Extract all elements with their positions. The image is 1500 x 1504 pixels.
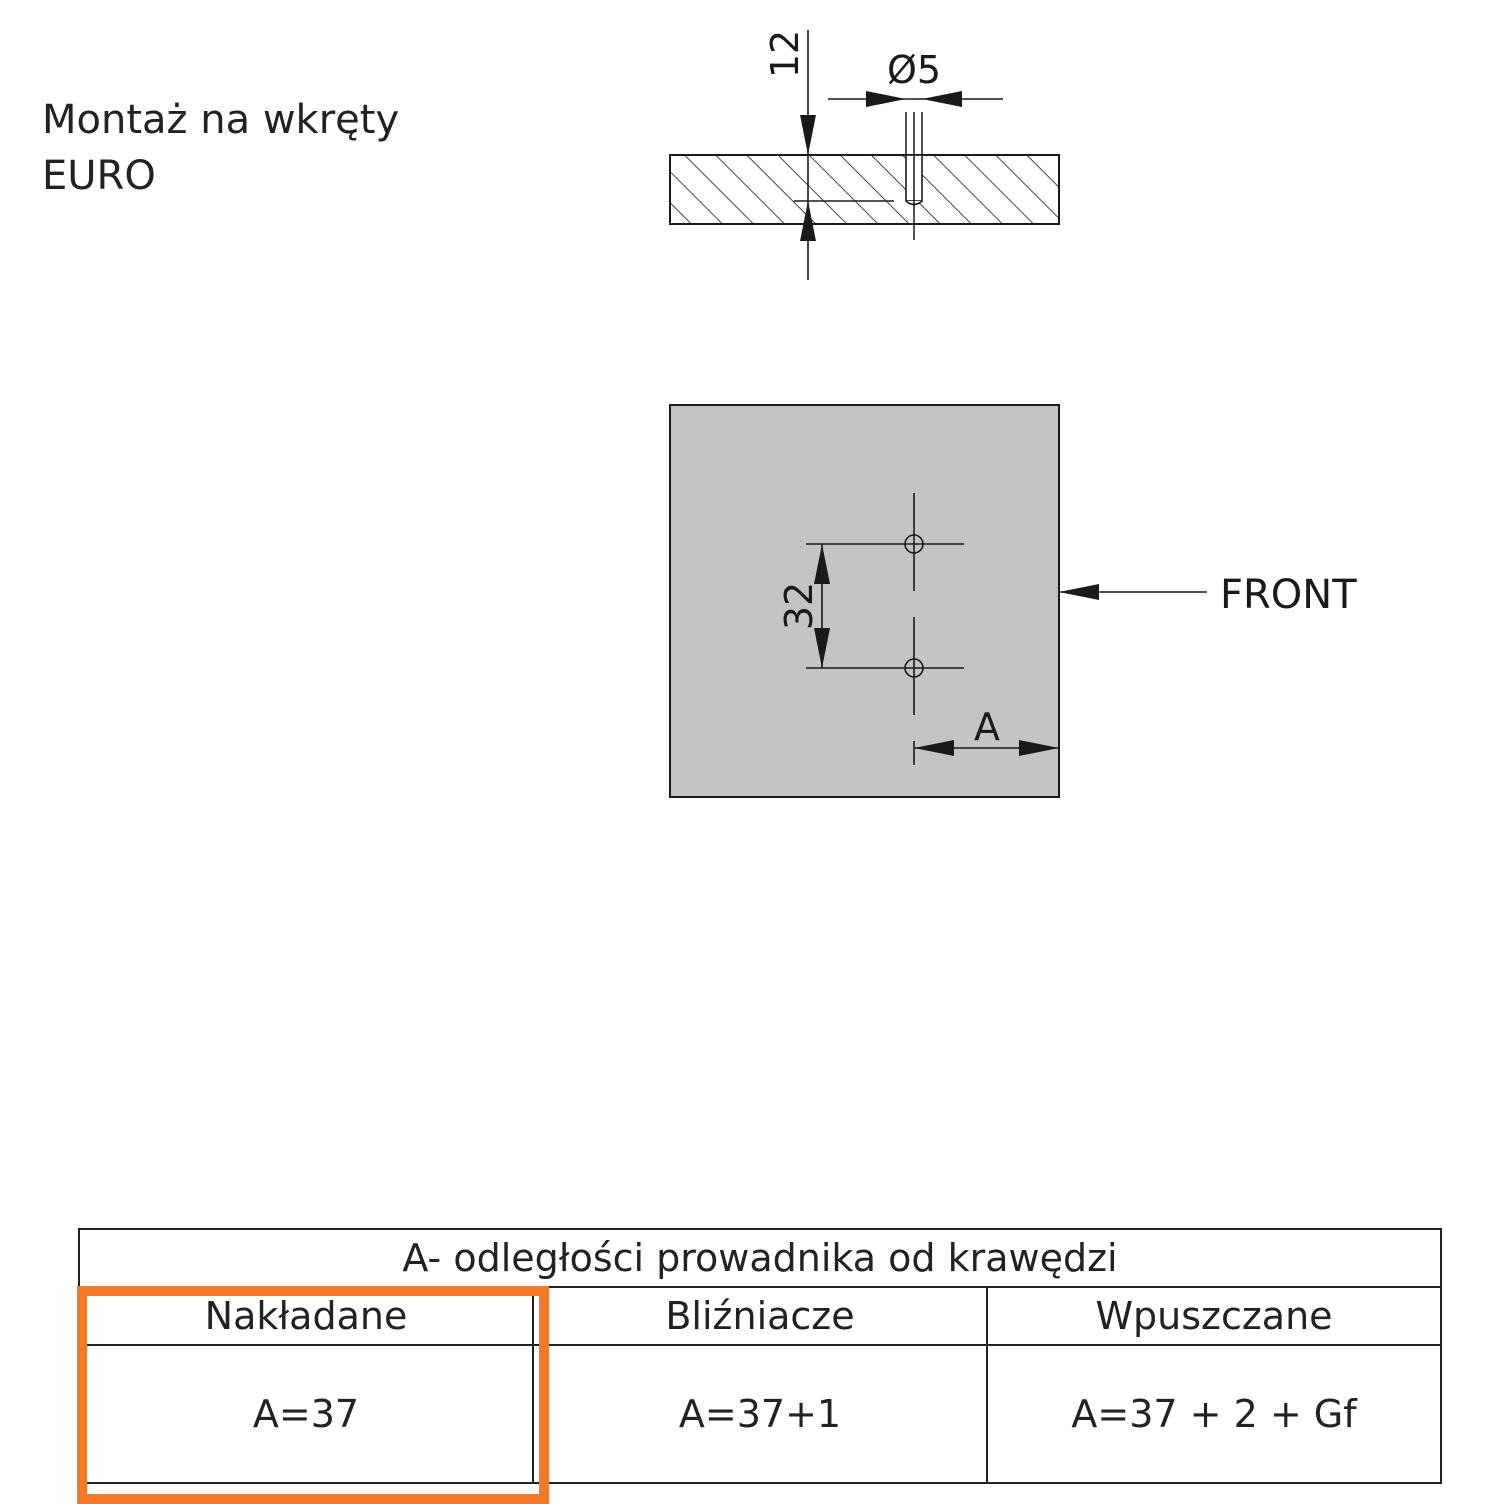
title-line-2: EURO <box>42 153 156 199</box>
front-label: FRONT <box>1220 572 1357 618</box>
section-view <box>670 30 1059 280</box>
front-arrow-head <box>1059 584 1099 600</box>
depth-arrow-top <box>800 115 816 155</box>
value-wpuszczane: A=37 + 2 + Gf <box>987 1345 1441 1483</box>
plan-view <box>670 405 1357 797</box>
column-header-naktadane: Nakładane <box>79 1287 533 1345</box>
value-naktadane: A=37 <box>79 1345 533 1483</box>
diameter-label: Ø5 <box>886 48 942 92</box>
column-header-blizniacze: Bliźniacze <box>533 1287 987 1345</box>
diameter-arrow-left <box>866 91 906 107</box>
highlight-box <box>77 1286 549 1504</box>
column-header-wpuszczane: Wpuszczane <box>987 1287 1441 1345</box>
mounting-plate <box>670 405 1059 797</box>
distance-label: A <box>974 705 1000 749</box>
value-blizniacze: A=37+1 <box>533 1345 987 1483</box>
title-line-1: Montaż na wkręty <box>42 97 400 143</box>
depth-label: 12 <box>763 29 807 79</box>
spacing-label: 32 <box>777 581 821 631</box>
section-board <box>670 155 1059 224</box>
diameter-arrow-right <box>922 91 962 107</box>
table-header: A- odległości prowadnika od krawędzi <box>79 1229 1441 1287</box>
